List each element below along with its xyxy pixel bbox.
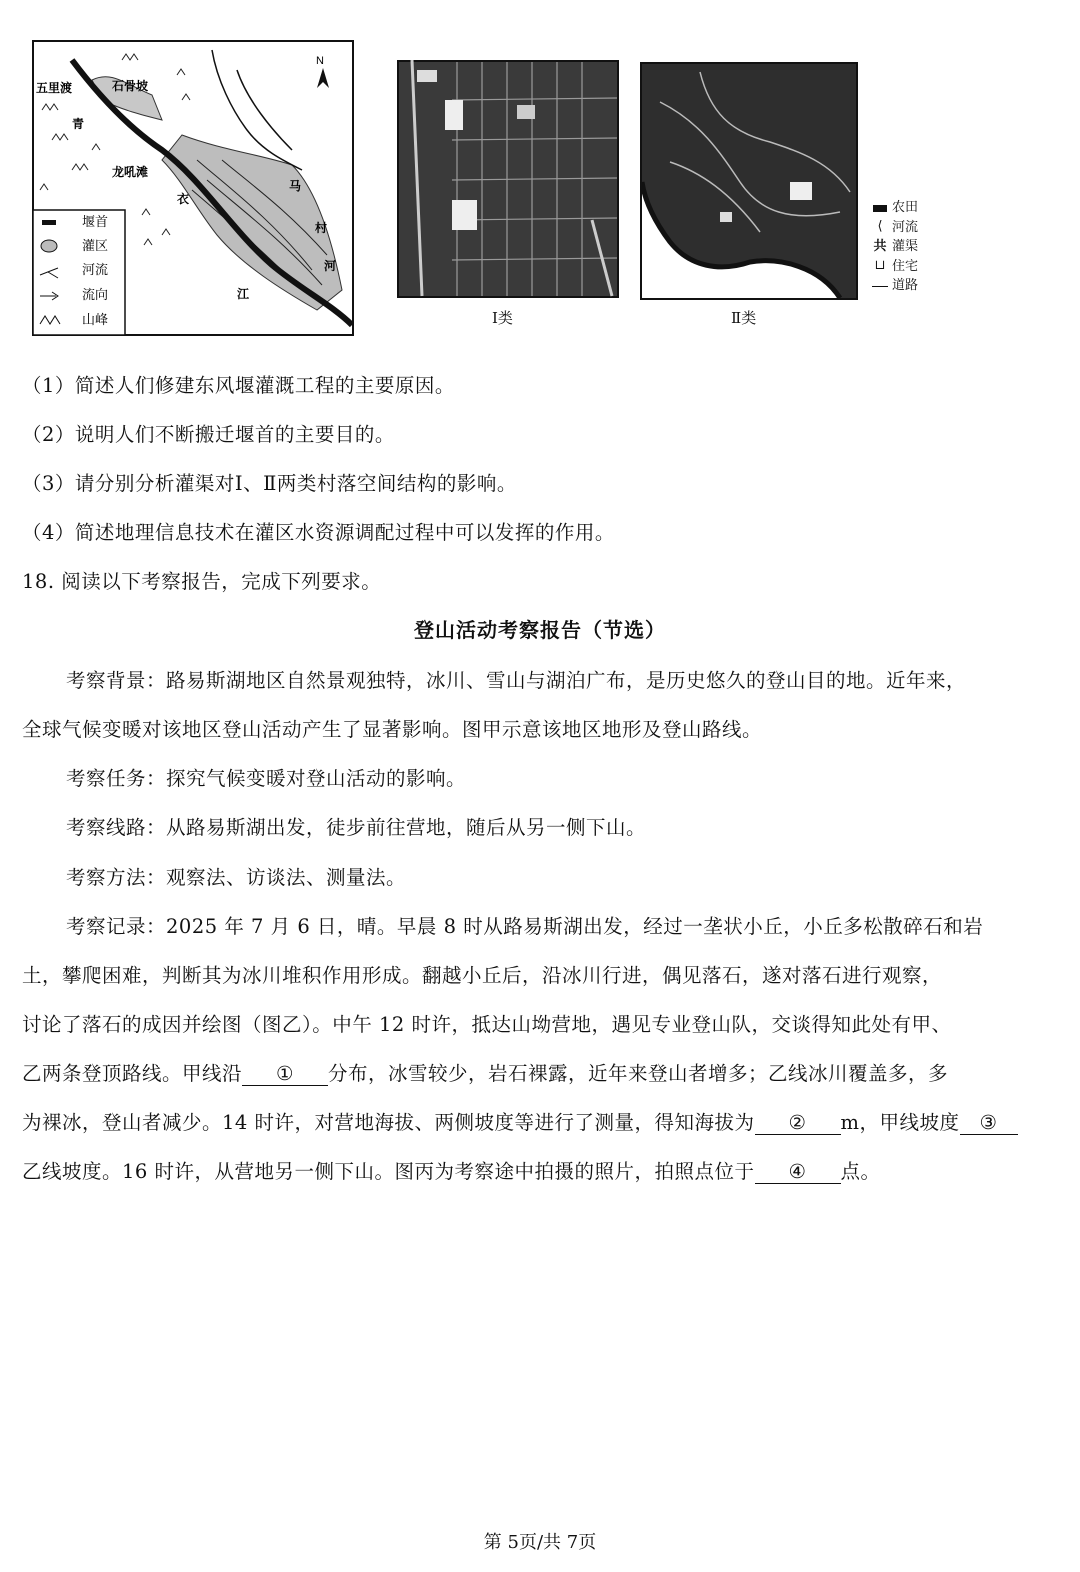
question-4: （4）简述地理信息技术在灌区水资源调配过程中可以发挥的作用。 xyxy=(22,521,615,544)
village-type-2-aerial xyxy=(640,62,858,300)
farmland-icon xyxy=(872,202,888,214)
answer-blank-1[interactable]: ① xyxy=(242,1063,328,1086)
legend-row-farmland: 农田 xyxy=(872,198,918,218)
report-record-line-6: 乙线坡度。16 时许，从营地另一侧下山。图丙为考察途中拍摄的照片，拍照点位于 ④ 点。 xyxy=(22,1160,881,1183)
place-jiang: 江 xyxy=(237,287,250,301)
report-background-line-2: 全球气候变暖对该地区登山活动产生了显著影响。图甲示意该地区地形及登山路线。 xyxy=(22,718,763,741)
village-type-1-aerial xyxy=(397,60,619,298)
legend-weir-head: 堰首 xyxy=(82,215,109,230)
answer-blank-3[interactable]: ③ xyxy=(960,1112,1018,1135)
legend-flow: 流向 xyxy=(82,288,109,303)
report-title: 登山活动考察报告（节选） xyxy=(414,618,666,642)
river-icon: ⟨ xyxy=(877,219,883,235)
legend-row-canal: 共 灌渠 xyxy=(873,238,919,254)
question-3: （3）请分别分析灌渠对Ⅰ、Ⅱ两类村落空间结构的影响。 xyxy=(22,472,517,495)
village-figure-legend xyxy=(872,198,918,296)
figure-caption-type-2: Ⅱ类 xyxy=(731,309,757,327)
place-ma: 马 xyxy=(289,179,302,193)
legend-irrigation-area: 灌区 xyxy=(82,239,109,254)
place-longhoutan: 龙吼滩 xyxy=(112,165,149,179)
irrigation-map-figure xyxy=(32,40,354,336)
report-record-line-2: 土，攀爬困难，判断其为冰川堆积作用形成。翻越小丘后，沿冰川行进，偶见落石，遂对落石进行观察， xyxy=(22,964,943,987)
place-yi: 衣 xyxy=(177,192,190,206)
report-record-line-1: 考察记录：2025 年 7 月 6 日，晴。早晨 8 时从路易斯湖出发，经过一垄状小丘，小丘多松散碎石和岩 xyxy=(66,915,984,938)
report-method: 考察方法：观察法、访谈法、测量法。 xyxy=(66,866,407,889)
answer-blank-2[interactable]: ② xyxy=(755,1112,841,1135)
weir-head-icon xyxy=(42,220,56,225)
report-record-line-5: 为裸冰，登山者减少。14 时许，对营地海拔、两侧坡度等进行了测量，得知海拔为 ② m，甲线坡度 ③ xyxy=(22,1107,1018,1135)
question-18-intro: 18. 阅读以下考察报告，完成下列要求。 xyxy=(22,570,382,593)
place-cun: 村 xyxy=(315,221,328,235)
question-1: （1）简述人们修建东风堰灌溉工程的主要原因。 xyxy=(22,374,455,397)
place-he: 河 xyxy=(324,259,337,273)
legend-row-housing: ⊔ 住宅 xyxy=(872,257,918,277)
irrigation-area-icon xyxy=(41,240,57,252)
legend-row-river: ⟨ 河流 xyxy=(872,218,918,238)
svg-text:N: N xyxy=(316,55,324,67)
place-wulidu: 五里渡 xyxy=(36,81,73,95)
report-background-line-1: 考察背景：路易斯湖地区自然景观独特，冰川、雪山与湖泊广布，是历史悠久的登山目的地。近年来， xyxy=(66,669,967,692)
legend-row-road: 道路 xyxy=(872,276,918,296)
report-record-line-3: 讨论了落石的成因并绘图（图乙）。中午 12 时许，抵达山坳营地，遇见专业登山队，交谈得知此处有甲、 xyxy=(22,1013,952,1036)
figure-caption-type-1: Ⅰ类 xyxy=(492,309,513,327)
canal-icon: 共 xyxy=(873,238,887,254)
answer-blank-4[interactable]: ④ xyxy=(755,1161,841,1184)
road-icon xyxy=(872,280,888,292)
report-record-line-4: 乙两条登顶路线。甲线沿 ① 分布，冰雪较少，岩石裸露，近年来登山者增多；乙线冰川覆盖多，多 xyxy=(22,1062,949,1085)
legend-river: 河流 xyxy=(82,263,109,278)
place-qing: 青 xyxy=(72,117,85,131)
housing-icon: ⊔ xyxy=(874,258,886,274)
report-route: 考察线路：从路易斯湖出发，徒步前往营地，随后从另一侧下山。 xyxy=(66,816,647,839)
page-number-footer: 第 5页/共 7页 xyxy=(483,1532,597,1553)
report-task: 考察任务：探究气候变暖对登山活动的影响。 xyxy=(66,767,467,790)
question-2: （2）说明人们不断搬迁堰首的主要目的。 xyxy=(22,423,395,446)
legend-mountain: 山峰 xyxy=(82,313,109,328)
place-shigupo: 石骨坡 xyxy=(112,79,149,93)
